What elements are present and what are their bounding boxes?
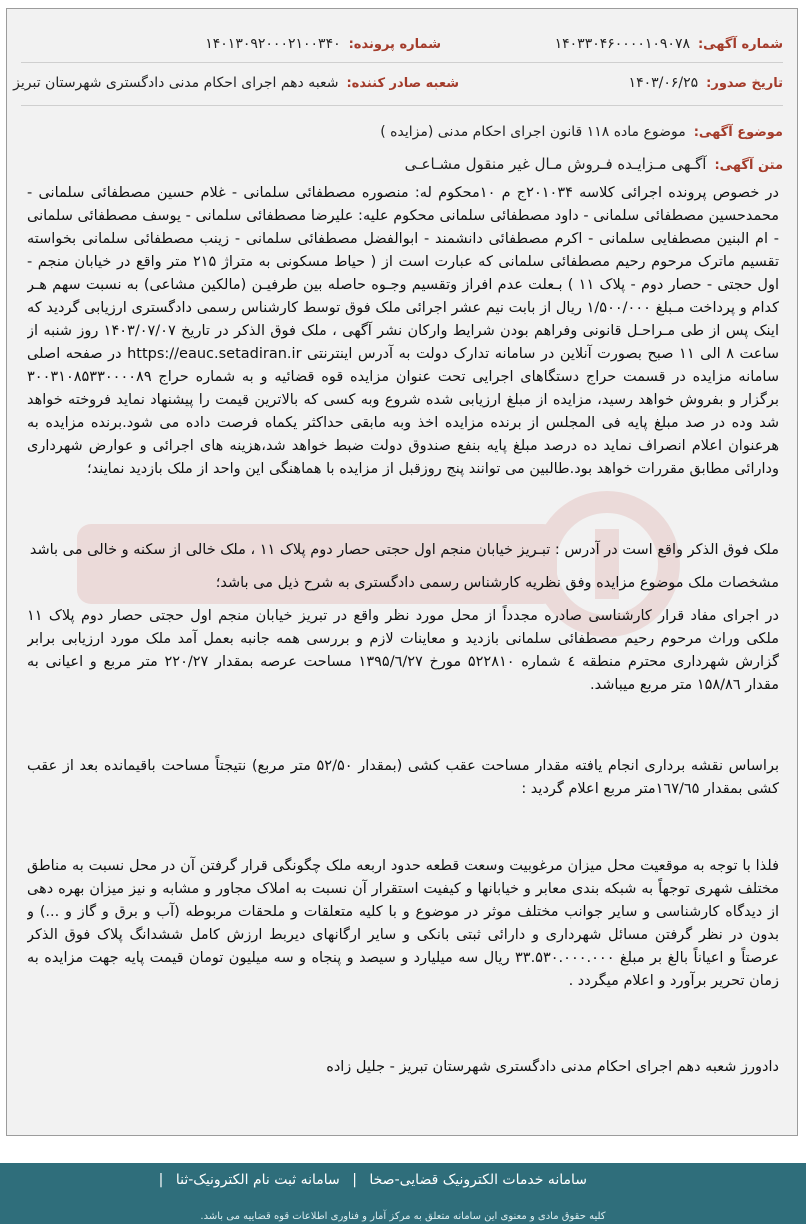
paragraph-survey: براساس نقشه برداری انجام یافته مقدار مساحت عقب کشی (بمقدار ۵۲/۵۰ متر مربع) نتیجتاً مساحت باقیمانده بعد از عقب کشی بمقدار ۱٦۷/٦۵متر مربع اعلام گردید : (27, 758, 779, 797)
notice-number-row (555, 36, 783, 52)
issue-date: ۱۴۰۳/۰۶/۲۵ (628, 75, 699, 91)
footer-links (155, 1172, 591, 1188)
file-number-row (205, 36, 441, 52)
text-label: متن آگهی: (714, 158, 783, 173)
signature: دادورز شعبه دهم اجرای احکام مدنی دادگستری شهرستان تبریز - جلیل زاده (326, 1059, 779, 1075)
file-number-label: شماره پرونده: (348, 37, 441, 52)
file-number: ۱۴۰۱۳۰۹۲۰۰۰۲۱۰۰۳۴۰ (205, 36, 341, 52)
subject-label: موضوع آگهی: (693, 125, 783, 140)
paragraph-valuation: فلذا با توجه به موقعیت محل میزان مرغوبیت وسعت قطعه حدود اربعه ملک چگونگی قرار گرفتن آن در محل نسبت به مناطق مختلف شهری توجهاً به شبکه بندی معابر و خیابانها و کیفیت استقرار آن نسبت به املاک مجاور و مشابه و نیز میزان بهره دهی از دیدگاه کارشناسی و سایر جوانب مختلف موثر در موضوع و با کلیه متعلقات و ملحقات مربوطه (آب و برق و گاز و ...) و بدون در نظر گرفتن مسائل شهرداری و دارائی ثبتی بانکی و سایر ارگانهای دیربط ارزش کامل ششدانگ پلاک فوق الذکر عرصتاً و اعیاناً بالغ بر مبلغ ۳۳.۵۳۰.۰۰۰.۰۰۰ ریال سه میلیارد و سیصد و پنجاه و سه میلیون تومان قیمت پایه جهت مزایده به زمان تحریر برآورد و اعلام میگردد . (27, 858, 779, 989)
notice-title: آگـهی مـزایـده فـروش مـال غیر منقول مشـاعـی (404, 155, 707, 173)
issuer-label: شعبه صادر کننده: (346, 76, 459, 91)
notice-number-label: شماره آگهی: (697, 37, 783, 52)
notice-number: ۱۴۰۳۳۰۴۶۰۰۰۰۱۰۹۰۷۸ (554, 36, 690, 52)
paragraph-specs-intro: مشخصات ملک موضوع مزایده وفق نظریه کارشناس رسمی دادگستری به شرح ذیل می باشد؛ (215, 575, 779, 591)
header-divider-2 (21, 105, 783, 106)
paragraph-address: ملک فوق الذکر واقع است در آدرس : تبـریز خیابان منجم اول حجتی حصار دوم پلاک ۱۱ ، ملک خالی از سکنه و خالی می باشد (29, 542, 779, 558)
notice-card (6, 8, 798, 1136)
footer-divider-2: | (158, 1172, 164, 1188)
paragraph-main: در خصوص پرونده اجرائی کلاسه ۲۰۱۰۳۴ج م ۱۰محکوم له: منصوره مصطفائی سلمانی - غلام حسین مصطفائی سلمانی - محمدحسین مصطفائی سلمانی - داود مصطفائی سلمانی محکوم علیه: علیرضا مصطفائی سلمانی - یوسف مصطفائی سلمانی - ام البنین مصطفایی سلمانی - اکرم مصطفائی دانشمند - ابوالفضل مصطفائی سلمانی - زینب مصطفائی سلمانی بخواسته تقسیم ماترک مرحوم رحیم مصطفائی سلمانی که عبارت است از ( حیاط مسکونی به متراژ ۲۱۵ متر واقع در خیابان منجم - اول حجتی - حصار دوم - پلاک ۱۱ ) بـعلت عدم افراز وتقسیم وجـوه حاصله بین طرفیـن (مالکین مشاعی) به نسبت سهم هـر کدام و پرداخت مـبلغ ۱/۵۰۰/۰۰۰ ریال از بابت نیم عشر اجرائی ملک فوق توسط کارشناس رسمی دادگستری ارزیابی گردید که اینک پس از طی مـراحـل قانونی وفراهم بودن شرایط وارکان نشر آگهی ، ملک فوق الذکر در تاریخ ۱۴۰۳/۰۷/۰۷ روز شنبه از ساعت ۸ الی ۱۱ صبح بصورت آنلاین در سامانه تدارک دولت به آدرس اینترنتی https://eauc.setadiran.ir در صفحه اصلی سامانه مزایده در قسمت حراج دستگاهای اجرایی تحت عنوان مزایده قوه قضائیه و به شماره حراج ۳۰۰۳۱۰۸۵۳۳۰۰۰۰۸۹ برگزار و بفروش خواهد رسید، مزایده از مبلغ ارزیابی شده شروع وبه کسی که بالاترین قیمت را پیشنهاد نماید فروخته خواهد شد وده در صد مبلغ پایه فی المجلس از برنده مزایده اخذ وبه مابقی حداکثر یکماه فرصت داده می شود.برنده مزایده به هرعنوان اعلام انصراف نماید ده درصد مبلغ پایه بنفع صندوق دولت ضبط خواهد شد،هزینه های اجرائی و عوارض شهرداری ودارائی مطابق مقررات خواهد بود.طالبین می توانند پنج روزقبل از مزایده با هماهنگی این واحد از ملک بازدید نمایند؛ (27, 185, 779, 477)
site-footer (0, 1163, 806, 1224)
issuer: شعبه دهم اجرای احکام مدنی دادگستری شهرستان تبریز (13, 75, 339, 91)
paragraph-expert-report: در اجرای مفاد قرار کارشناسی صادره مجدداً از محل مورد نظر واقع در تبریز خیابان منجم اول حجتی حصار دوم پلاک ۱۱ ملکی وراث مرحوم رحیم مصطفائی سلمانی بازدید و معاینات لازم و بررسی همه جانبه بعمل آمد ملک مورد ارزیابی برابر گزارش شهرداری محترم منطقه ٤ شماره ۵۲۲۸۱۰ مورخ ۱۳۹۵/٦/۲۷ مساحت عرصه بمقدار ۲۲۰/۲۷ متر مربع و اعیانی به مقدار ۱۵۸/۸٦ متر مربع میباشد. (27, 608, 779, 693)
subject: موضوع ماده ۱۱۸ قانون اجرای احکام مدنی (مزایده ) (380, 124, 686, 140)
footer-divider: | (352, 1172, 357, 1188)
header-divider (21, 62, 783, 63)
issue-date-row (629, 75, 783, 91)
issue-date-label: تاریخ صدور: (706, 76, 783, 91)
footer-copyright: کلیه حقوق مادی و معنوی این سامانه متعلق به مرکز آمار و فناوری اطلاعات قوه قضاییه می باشد. (200, 1211, 606, 1222)
footer-link-sakha[interactable]: سامانه خدمات الکترونیک قضایی-صخا (369, 1172, 587, 1188)
text-title-row (405, 155, 783, 173)
footer-link-sana[interactable]: سامانه ثبت نام الکترونیک-ثنا (175, 1172, 340, 1188)
issuer-row (13, 75, 459, 91)
subject-row (380, 124, 783, 140)
